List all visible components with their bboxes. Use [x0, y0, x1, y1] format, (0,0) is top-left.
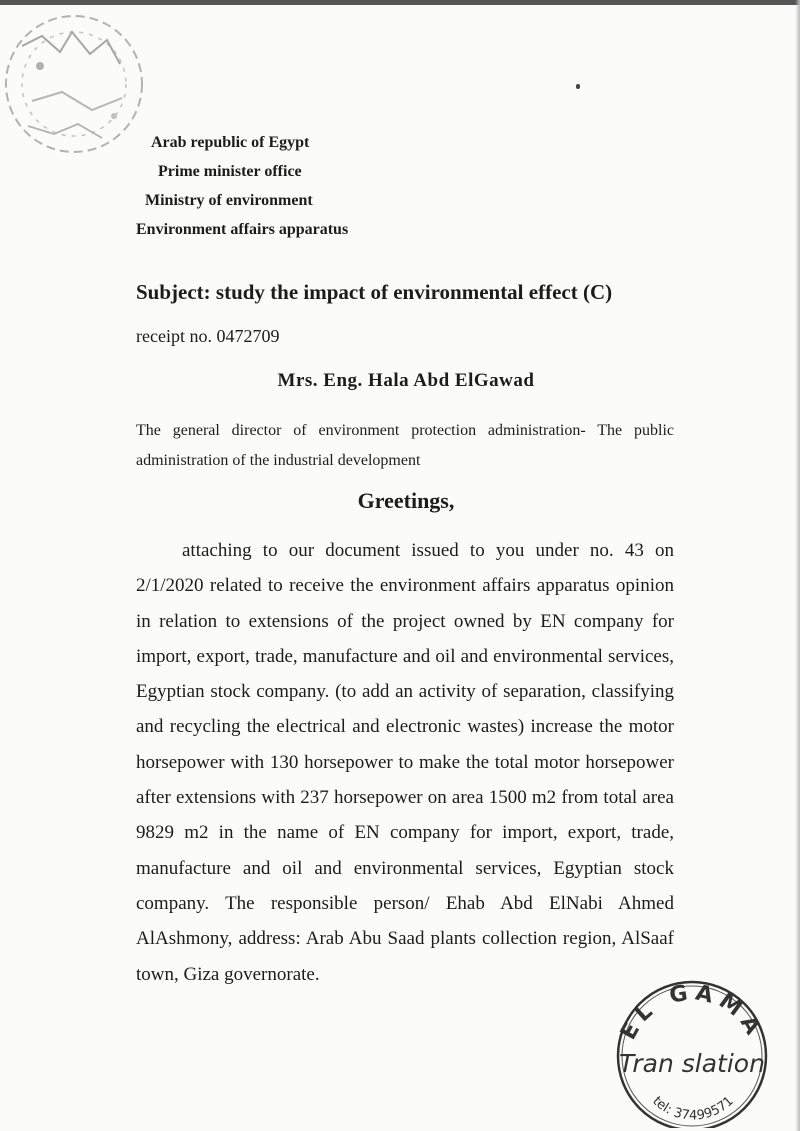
- stamp-phone-text: tel: 37499571: [649, 1093, 737, 1124]
- subject-line: Subject: study the impact of environmental effect (C): [136, 280, 613, 304]
- stamp-middle-text: Tran slation: [619, 1049, 765, 1078]
- addressee-title: The general director of environment protection administration- The public administration of the industrial development: [136, 422, 674, 469]
- stamp-top-text: EL GAMA: [616, 980, 768, 1045]
- page-top-border: [0, 0, 800, 5]
- page-edge-shadow: [795, 0, 800, 1131]
- greeting: Greetings,: [357, 488, 455, 513]
- letterhead-line-apparatus: Environment affairs apparatus: [136, 221, 349, 238]
- letterhead-line-office: Prime minister office: [158, 163, 302, 180]
- scan-speck: [576, 84, 580, 89]
- letterhead-line-country: Arab republic of Egypt: [151, 134, 310, 151]
- faded-round-stamp: [2, 6, 152, 171]
- letter-body: attaching to our document issued to you under no. 43 on 2/1/2020 related to receive the environment affairs apparatus opinion in relation to extensions of the project owned by EN company for import, export, trade, manufacture and oil and environmental services, Egyptian stock company. (to add an activity of separation, classifying and recycling the electrical and electronic wastes) increase the motor horsepower with 130 horsepower to make the total motor horsepower after extensions with 237 horsepower on area 1500 m2 from total area 9829 m2 in the name of EN company for import, export, trade, manufacture and oil and environmental services, Egyptian stock company. The responsible person/ Ehab Abd ElNabi Ahmed AlAshmony, address: Arab Abu Saad plants collection region, AlSaaf town, Giza governorate.: [136, 540, 674, 985]
- receipt-number: receipt no. 0472709: [136, 326, 280, 346]
- letterhead-line-ministry: Ministry of environment: [145, 192, 313, 209]
- translation-office-stamp: [608, 970, 776, 1128]
- svg-text:EL GAMA: [616, 980, 768, 1044]
- addressee-name: Mrs. Eng. Hala Abd ElGawad: [277, 370, 535, 391]
